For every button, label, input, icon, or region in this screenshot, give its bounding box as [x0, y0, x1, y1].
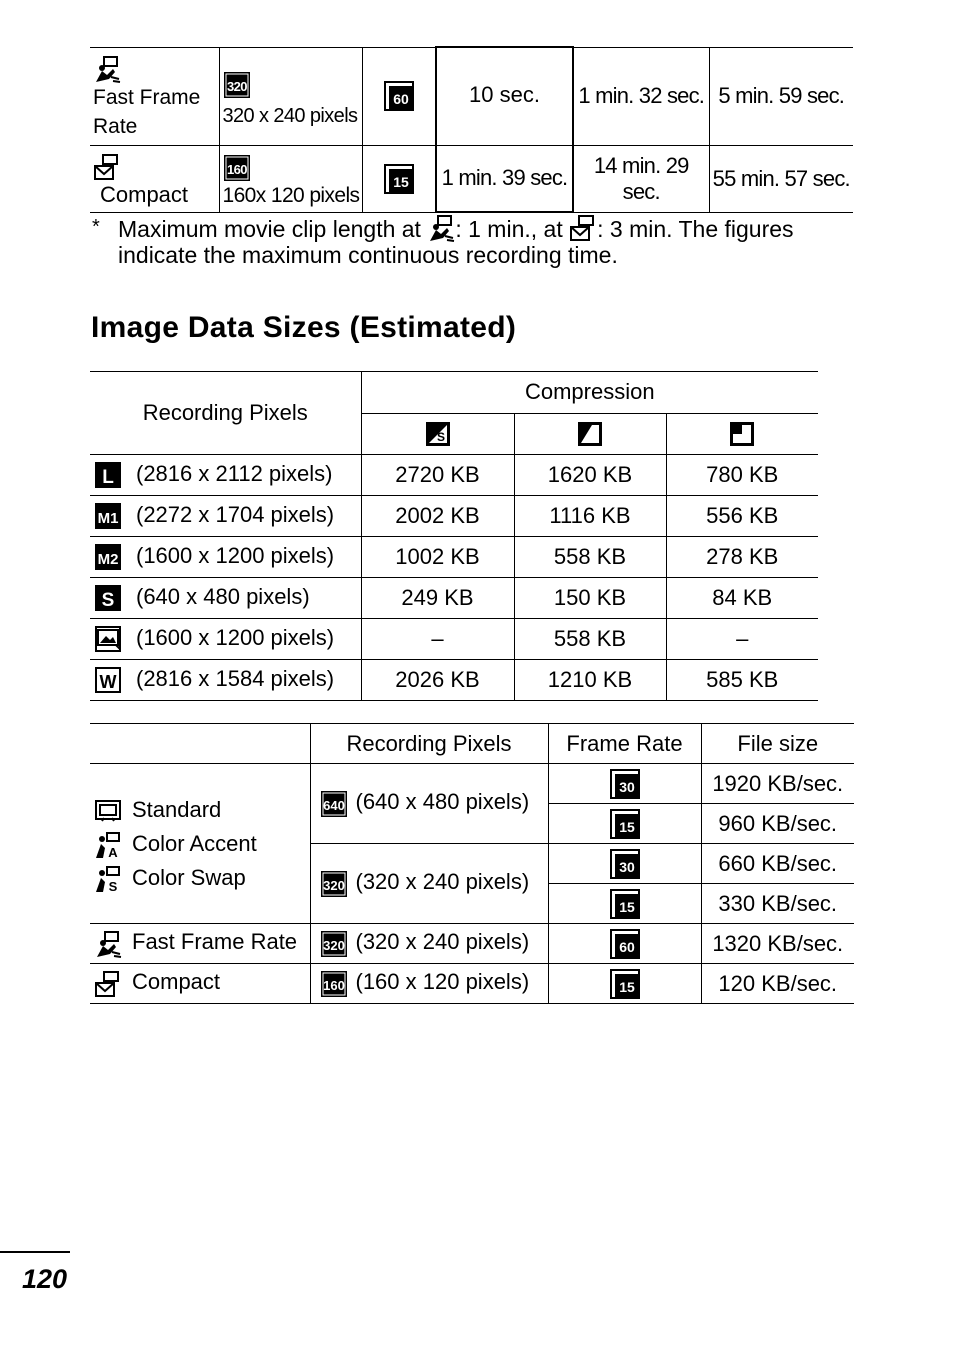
table-row [90, 660, 818, 701]
table-row [90, 619, 818, 660]
svg-text:15: 15 [618, 818, 635, 835]
size-cell: 1116 KB [514, 496, 666, 537]
mode-label: Fast Frame Rate [132, 929, 298, 955]
svg-text:60: 60 [618, 938, 635, 955]
file-size-cell: 660 KB/sec. [701, 844, 854, 884]
pixels-label: (1600 x 1200 pixels) [136, 542, 335, 568]
160-resolution-icon [223, 154, 251, 182]
fast-frame-rate-mode-icon [93, 55, 121, 83]
length-cell: 55 min. 57 sec. [709, 145, 853, 212]
size-cell: 2720 KB [361, 455, 514, 496]
320-resolution-icon [320, 930, 348, 958]
size-cell: – [666, 619, 818, 660]
table-row [90, 455, 818, 496]
length-cell: 14 min. 29 sec. [573, 145, 709, 212]
mode-item [94, 827, 310, 861]
footnote [92, 214, 832, 268]
file-size-cell: 330 KB/sec. [701, 884, 854, 924]
frame-rate-cell [548, 884, 701, 924]
superfine-header [361, 413, 514, 455]
frame-rate-cell [548, 804, 701, 844]
file-size-cell: 1320 KB/sec. [701, 924, 854, 964]
standard-movie-icon [94, 797, 122, 825]
file-size-cell: 1920 KB/sec. [701, 764, 854, 804]
size-cell: 278 KB [666, 537, 818, 578]
size-cell: 2026 KB [361, 660, 514, 701]
color-swap-icon [94, 865, 122, 893]
recording-pixels-cell [90, 578, 361, 619]
mode-group-cell [90, 764, 310, 924]
table-header-row [90, 372, 818, 414]
15-fps-icon [610, 809, 640, 839]
svg-text:30: 30 [618, 778, 635, 795]
svg-text:L: L [102, 467, 114, 489]
svg-text:160: 160 [226, 161, 247, 177]
mode-cell [90, 145, 219, 212]
15-fps-icon [610, 889, 640, 919]
size-cell: 585 KB [666, 660, 818, 701]
footnote-text: Maximum movie clip length at [118, 216, 421, 242]
mode-label: Fast Frame Rate [93, 86, 201, 138]
recording-pixels-cell [90, 619, 361, 660]
svg-text:S: S [436, 430, 445, 445]
30-fps-icon [610, 849, 640, 879]
file-size-header: File size [701, 724, 854, 764]
size-cell: – [361, 619, 514, 660]
fast-frame-rate-mode-icon [427, 214, 455, 242]
small-S-icon [94, 584, 122, 612]
normal-header [666, 413, 818, 455]
size-cell: 558 KB [514, 619, 666, 660]
recording-pixels-cell [310, 844, 548, 924]
recording-pixels-cell [90, 660, 361, 701]
fps-cell [362, 145, 436, 212]
svg-text:M1: M1 [97, 510, 119, 528]
size-cell: 249 KB [361, 578, 514, 619]
mode-label: Compact [100, 181, 189, 207]
pixels-label: (320 x 240 pixels) [355, 869, 530, 895]
fast-frame-rate-mode-icon [94, 930, 122, 958]
mode-label: Standard [132, 796, 222, 822]
60-fps-icon [610, 929, 640, 959]
superfine-icon [425, 421, 451, 447]
30-fps-icon [610, 769, 640, 799]
size-cell: 1620 KB [514, 455, 666, 496]
recording-pixels-cell [310, 964, 548, 1004]
file-size-cell: 960 KB/sec. [701, 804, 854, 844]
size-cell: 84 KB [666, 578, 818, 619]
pixels-label: (640 x 480 pixels) [355, 789, 530, 815]
section-title: Image Data Sizes (Estimated) [91, 311, 517, 344]
fine-header [514, 413, 666, 455]
medium2-M2-icon [94, 543, 122, 571]
svg-text:30: 30 [618, 858, 635, 875]
table-row [90, 537, 818, 578]
recording-pixels-cell [310, 924, 548, 964]
length-cell: 1 min. 39 sec. [436, 145, 573, 212]
pixels-label: (2816 x 2112 pixels) [136, 460, 333, 486]
compact-mode-icon [94, 970, 122, 998]
320-resolution-icon [223, 71, 251, 99]
svg-text:60: 60 [392, 91, 409, 107]
color-accent-icon [94, 831, 122, 859]
320-resolution-icon [320, 870, 348, 898]
svg-text:320: 320 [226, 78, 247, 94]
frame-rate-cell [548, 924, 701, 964]
mode-label: Compact [132, 969, 221, 995]
fps-cell [362, 47, 436, 145]
svg-text:15: 15 [618, 978, 635, 995]
svg-text:W: W [99, 672, 117, 693]
svg-text:160: 160 [322, 977, 345, 993]
image-data-sizes-table [90, 371, 818, 701]
resolution-label: 320 x 240 pixels [222, 104, 358, 127]
frame-rate-header: Frame Rate [548, 724, 701, 764]
movie-file-size-table [90, 723, 854, 1004]
compact-mode-icon [569, 214, 597, 242]
table-row [90, 578, 818, 619]
svg-text:320: 320 [322, 937, 345, 953]
table-row [90, 47, 853, 145]
15-fps-icon [384, 164, 414, 194]
length-cell: 5 min. 59 sec. [709, 47, 853, 145]
postcard-icon [94, 625, 122, 653]
svg-text:M2: M2 [97, 551, 119, 569]
frame-rate-cell [548, 764, 701, 804]
pixels-label: (320 x 240 pixels) [355, 929, 530, 955]
svg-text:S: S [108, 878, 118, 893]
recording-pixels-cell [310, 764, 548, 844]
recording-pixels-cell [90, 455, 361, 496]
mode-cell [90, 964, 310, 1004]
mode-item [94, 793, 310, 827]
size-cell: 2002 KB [361, 496, 514, 537]
mode-header [90, 724, 310, 764]
pixels-label: (160 x 120 pixels) [355, 969, 530, 995]
widescreen-W-icon [94, 666, 122, 694]
recording-pixels-header: Recording Pixels [310, 724, 548, 764]
fine-icon [577, 421, 603, 447]
mode-cell [90, 47, 219, 145]
table-row [90, 764, 854, 804]
svg-text:320: 320 [322, 877, 345, 893]
svg-text:A: A [108, 844, 118, 859]
table-row [90, 964, 854, 1004]
mode-item [94, 861, 310, 895]
recording-pixels-cell [90, 496, 361, 537]
pixels-label: (2272 x 1704 pixels) [136, 501, 335, 527]
large-L-icon [94, 461, 122, 489]
recording-pixels-header: Recording Pixels [90, 372, 361, 455]
15-fps-icon [610, 969, 640, 999]
footnote-text: : 1 min., at [455, 216, 563, 242]
size-cell: 558 KB [514, 537, 666, 578]
frame-rate-cell [548, 964, 701, 1004]
pixels-label: (640 x 480 pixels) [136, 583, 310, 609]
file-size-cell: 120 KB/sec. [701, 964, 854, 1004]
640-resolution-icon [320, 790, 348, 818]
size-cell: 1210 KB [514, 660, 666, 701]
movie-length-table [90, 46, 853, 213]
normal-icon [729, 421, 755, 447]
size-cell: 150 KB [514, 578, 666, 619]
pixels-label: (1600 x 1200 pixels) [136, 624, 335, 650]
resolution-cell [219, 47, 362, 145]
table-row [90, 496, 818, 537]
compact-mode-icon [93, 153, 121, 181]
page-number: 120 [22, 1264, 68, 1294]
size-cell: 556 KB [666, 496, 818, 537]
svg-text:640: 640 [322, 797, 345, 813]
length-cell: 1 min. 32 sec. [573, 47, 709, 145]
table-header-row [90, 724, 854, 764]
160-resolution-icon [320, 970, 348, 998]
compression-header: Compression [361, 372, 818, 414]
frame-rate-cell [548, 844, 701, 884]
resolution-label: 160x 120 pixels [222, 183, 360, 207]
mode-label: Color Swap [132, 864, 246, 890]
svg-text:15: 15 [618, 898, 635, 915]
mode-cell [90, 924, 310, 964]
medium1-M1-icon [94, 502, 122, 530]
table-row [90, 924, 854, 964]
table-row [90, 145, 853, 212]
mode-label: Color Accent [132, 830, 257, 856]
length-cell: 10 sec. [436, 47, 573, 145]
pixels-label: (2816 x 1584 pixels) [136, 665, 335, 691]
svg-text:S: S [101, 590, 115, 612]
svg-text:15: 15 [392, 173, 409, 190]
page-number-rule [0, 1251, 70, 1253]
footnote-text: : 3 min. The figures indicate the maximum continuous recording time. [118, 216, 794, 268]
resolution-cell [219, 145, 362, 212]
size-cell: 780 KB [666, 455, 818, 496]
60-fps-icon [384, 81, 414, 111]
recording-pixels-cell [90, 537, 361, 578]
size-cell: 1002 KB [361, 537, 514, 578]
footnote-asterisk: * [92, 216, 100, 238]
